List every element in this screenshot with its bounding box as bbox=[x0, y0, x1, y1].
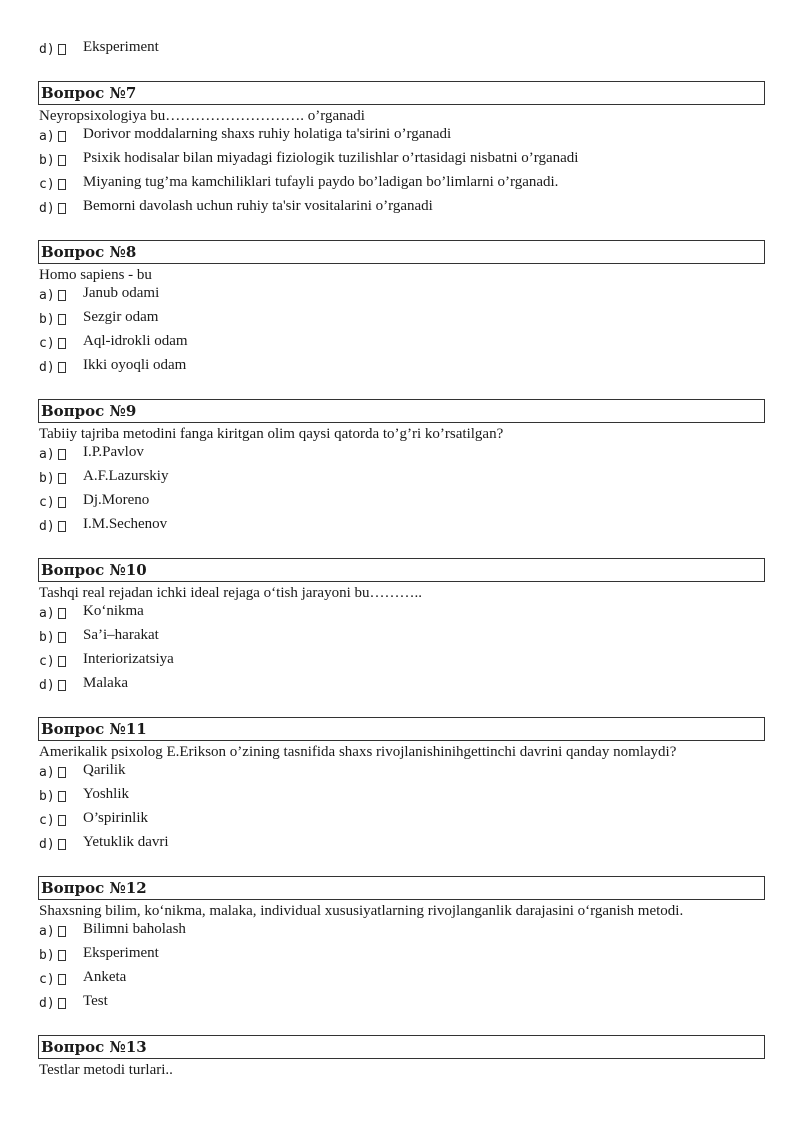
option-text: Eksperiment bbox=[83, 945, 159, 961]
option-text: I.P.Pavlov bbox=[83, 444, 144, 460]
option-letter: d bbox=[39, 677, 47, 693]
option-letter: c bbox=[39, 653, 47, 669]
checkbox-icon bbox=[58, 839, 66, 850]
option-letter: c bbox=[39, 335, 47, 351]
option-text: Janub odami bbox=[83, 285, 160, 301]
answer-option[interactable]: d ) Test bbox=[39, 993, 108, 1011]
answer-option[interactable]: a ) Qarilik bbox=[39, 762, 126, 780]
option-text: Yoshlik bbox=[83, 786, 130, 802]
answer-option[interactable]: c ) Interiorizatsiya bbox=[39, 651, 174, 669]
checkbox-icon bbox=[58, 926, 66, 937]
question-header: Вопрос №8 bbox=[38, 240, 765, 264]
answer-option[interactable]: c ) Miyaning tug’ma kamchiliklari tufayli paydo bo’ladigan bo’limlarni o’rganadi. bbox=[39, 174, 559, 192]
answer-option[interactable]: d ) Ikki oyoqli odam bbox=[39, 357, 187, 375]
checkbox-icon bbox=[58, 155, 66, 166]
answer-option[interactable]: d ) Yetuklik davri bbox=[39, 834, 169, 852]
checkbox-icon bbox=[58, 449, 66, 460]
answer-option[interactable]: a ) Janub odami bbox=[39, 285, 160, 303]
question-text: Tashqi real rejadan ichki ideal rejaga o‘tish jarayoni bu……….. bbox=[39, 585, 422, 601]
option-text: A.F.Lazurskiy bbox=[83, 468, 169, 484]
question-header: Вопрос №7 bbox=[38, 81, 765, 105]
answer-option[interactable]: d ) I.M.Sechenov bbox=[39, 516, 168, 534]
question-text: Shaxsning bilim, ko‘nikma, malaka, individual xususiyatlarning rivojlanganlik darajasini o‘rganish metodi. bbox=[39, 903, 684, 919]
checkbox-icon bbox=[58, 290, 66, 301]
option-text: Yetuklik davri bbox=[83, 834, 169, 850]
option-text: O’spirinlik bbox=[83, 810, 149, 826]
answer-option[interactable]: b ) Yoshlik bbox=[39, 786, 130, 804]
checkbox-icon bbox=[58, 497, 66, 508]
question-text: Amerikalik psixolog E.Erikson o’zining tasnifida shaxs rivojlanishinihgettinchi davrini qanday nomlaydi? bbox=[39, 744, 677, 760]
option-letter: d bbox=[39, 995, 47, 1011]
checkbox-icon bbox=[58, 998, 66, 1009]
option-text: Sezgir odam bbox=[83, 309, 159, 325]
checkbox-icon bbox=[58, 974, 66, 985]
option-text: Malaka bbox=[83, 675, 128, 691]
checkbox-icon bbox=[58, 362, 66, 373]
checkbox-icon bbox=[58, 950, 66, 961]
checkbox-icon bbox=[58, 767, 66, 778]
question-header: Вопрос №11 bbox=[38, 717, 765, 741]
answer-option[interactable]: d ) Malaka bbox=[39, 675, 128, 693]
option-letter: a bbox=[39, 446, 47, 462]
option-letter: c bbox=[39, 494, 47, 510]
checkbox-icon bbox=[58, 203, 66, 214]
option-text: Eksperiment bbox=[83, 39, 159, 55]
option-text: Ko‘nikma bbox=[83, 603, 144, 619]
question-header: Вопрос №10 bbox=[38, 558, 765, 582]
option-text: Bemorni davolash uchun ruhiy ta'sir vositalarini o’rganadi bbox=[83, 198, 433, 214]
option-text: Anketa bbox=[83, 969, 127, 985]
answer-option[interactable]: a ) I.P.Pavlov bbox=[39, 444, 144, 462]
option-letter: b bbox=[39, 311, 47, 327]
question-header: Вопрос №9 bbox=[38, 399, 765, 423]
option-text: Bilimni baholash bbox=[83, 921, 186, 937]
option-letter: a bbox=[39, 287, 47, 303]
question-text: Neyropsixologiya bu………………………. o’rganadi bbox=[39, 108, 365, 124]
option-letter: d bbox=[39, 836, 47, 852]
option-letter: d bbox=[39, 41, 47, 57]
question-text: Homo sapiens - bu bbox=[39, 267, 152, 283]
question-header: Вопрос №13 bbox=[38, 1035, 765, 1059]
checkbox-icon bbox=[58, 131, 66, 142]
option-letter: b bbox=[39, 947, 47, 963]
option-letter: a bbox=[39, 923, 47, 939]
option-text: Dj.Moreno bbox=[83, 492, 150, 508]
option-letter: b bbox=[39, 470, 47, 486]
option-letter: a bbox=[39, 128, 47, 144]
option-letter: a bbox=[39, 605, 47, 621]
checkbox-icon bbox=[58, 608, 66, 619]
answer-option[interactable]: b ) A.F.Lazurskiy bbox=[39, 468, 169, 486]
option-text: Psixik hodisalar bilan miyadagi fiziologik tuzilishlar o’rtasidagi nisbatni o’rganadi bbox=[83, 150, 579, 166]
answer-option[interactable]: a ) Ko‘nikma bbox=[39, 603, 144, 621]
answer-option[interactable]: b ) Eksperiment bbox=[39, 945, 159, 963]
option-text: Miyaning tug’ma kamchiliklari tufayli paydo bo’ladigan bo’limlarni o’rganadi. bbox=[83, 174, 559, 190]
option-letter: c bbox=[39, 812, 47, 828]
answer-option[interactable]: b ) Sezgir odam bbox=[39, 309, 159, 327]
answer-option[interactable]: b ) Psixik hodisalar bilan miyadagi fiziologik tuzilishlar o’rtasidagi nisbatni o’rganadi bbox=[39, 150, 579, 168]
answer-option[interactable]: d ) Eksperiment bbox=[39, 39, 159, 57]
checkbox-icon bbox=[58, 680, 66, 691]
checkbox-icon bbox=[58, 632, 66, 643]
option-text: Sa’i–harakat bbox=[83, 627, 159, 643]
checkbox-icon bbox=[58, 656, 66, 667]
question-text: Tabiiy tajriba metodini fanga kiritgan olim qaysi qatorda to’g’ri ko’rsatilgan? bbox=[39, 426, 504, 442]
answer-option[interactable]: c ) Dj.Moreno bbox=[39, 492, 150, 510]
option-text: Test bbox=[83, 993, 108, 1009]
option-text: I.M.Sechenov bbox=[83, 516, 168, 532]
answer-option[interactable]: c ) O’spirinlik bbox=[39, 810, 149, 828]
checkbox-icon bbox=[58, 314, 66, 325]
option-text: Dorivor moddalarning shaxs ruhiy holatiga ta'sirini o’rganadi bbox=[83, 126, 452, 142]
checkbox-icon bbox=[58, 179, 66, 190]
option-text: Interiorizatsiya bbox=[83, 651, 174, 667]
option-letter: d bbox=[39, 200, 47, 216]
option-letter: b bbox=[39, 788, 47, 804]
option-letter: b bbox=[39, 629, 47, 645]
option-letter: d bbox=[39, 359, 47, 375]
checkbox-icon bbox=[58, 791, 66, 802]
answer-option[interactable]: c ) Aql-idrokli odam bbox=[39, 333, 188, 351]
option-letter: c bbox=[39, 176, 47, 192]
checkbox-icon bbox=[58, 44, 66, 55]
option-text: Qarilik bbox=[83, 762, 126, 778]
question-header: Вопрос №12 bbox=[38, 876, 765, 900]
answer-option[interactable]: b ) Sa’i–harakat bbox=[39, 627, 159, 645]
answer-option[interactable]: a ) Dorivor moddalarning shaxs ruhiy holatiga ta'sirini o’rganadi bbox=[39, 126, 452, 144]
answer-option[interactable]: a ) Bilimni baholash bbox=[39, 921, 186, 939]
checkbox-icon bbox=[58, 521, 66, 532]
checkbox-icon bbox=[58, 338, 66, 349]
option-letter: c bbox=[39, 971, 47, 987]
option-text: Aql-idrokli odam bbox=[83, 333, 188, 349]
question-text: Testlar metodi turlari.. bbox=[39, 1062, 173, 1078]
checkbox-icon bbox=[58, 815, 66, 826]
checkbox-icon bbox=[58, 473, 66, 484]
answer-option[interactable]: c ) Anketa bbox=[39, 969, 127, 987]
option-text: Ikki oyoqli odam bbox=[83, 357, 187, 373]
option-letter: a bbox=[39, 764, 47, 780]
answer-option[interactable]: d ) Bemorni davolash uchun ruhiy ta'sir vositalarini o’rganadi bbox=[39, 198, 433, 216]
option-letter: d bbox=[39, 518, 47, 534]
option-letter: b bbox=[39, 152, 47, 168]
